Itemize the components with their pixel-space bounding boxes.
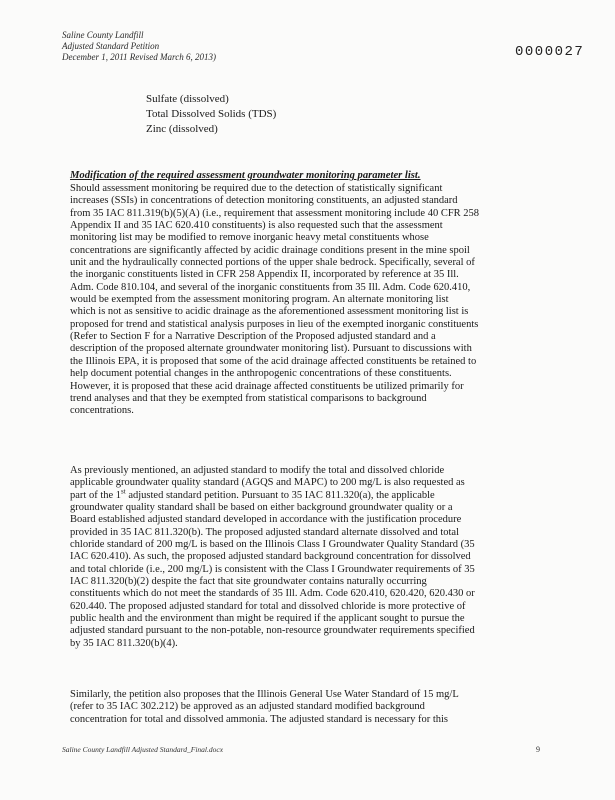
analyte-item: Zinc (dissolved) [146, 123, 218, 135]
paragraph-line: adjusted standard pursuant to the non-potable, non-resource groundwater requirements specified [70, 625, 475, 637]
paragraph-line: Adm. Code 810.104, and several of the inorganic constituents from 35 Ill. Adm. Code 620.410, [70, 281, 471, 293]
paragraph-line: by 35 IAC 811.320(b)(4). [70, 637, 178, 649]
paragraph-line: (refer to 35 IAC 302.212) be approved as an adjusted standard modified background [70, 701, 425, 713]
paragraph-line: However, it is proposed that these acid drainage affected constituents be utilized primarily for [70, 380, 464, 392]
paragraph-line: increases (SSIs) in concentrations of detection monitoring constituents, an adjusted standard [70, 195, 458, 207]
paragraph-line: which is not as sensitive to acidic drainage as the aforementioned assessment monitoring list is [70, 306, 469, 318]
paragraph-line: description of the proposed alternate groundwater monitoring list). Pursuant to discussions with [70, 343, 472, 355]
paragraph-line: Appendix II and 35 IAC 620.410 constituents) is also requested such that the assessment [70, 220, 443, 232]
paragraph-line [70, 487, 550, 502]
footer-filename: Saline County Landfill Adjusted Standard_Final.docx [62, 745, 224, 754]
analyte-item: Sulfate (dissolved) [146, 93, 229, 105]
header-document-title: Adjusted Standard Petition [62, 41, 160, 51]
paragraph-line: the inorganic constituents listed in CFR 258 Appendix II, incorporated by reference at 35 Ill. [70, 269, 459, 281]
paragraph-line: IAC 620.410). As such, the proposed adjusted standard background concentration for dissolved [70, 551, 471, 563]
paragraph-line: proposed for trend and statistical analysis purposes in lieu of the exempted inorganic constituents [70, 318, 479, 330]
paragraph-line: IAC 811.320(b)(2) despite the fact that site groundwater contains naturally occurring [70, 576, 427, 588]
analyte-list [146, 92, 276, 137]
paragraph-line: concentrations are significantly affected by acidic drainage conditions present in the mine spoil [70, 244, 470, 256]
paragraph-line: groundwater quality standard shall be based on either background groundwater quality or a [70, 502, 453, 514]
header-site-name: Saline County Landfill [62, 30, 144, 40]
document-header [62, 30, 216, 63]
paragraph-line: would be exempted from the assessment monitoring program. An alternate monitoring list [70, 294, 449, 306]
paragraph-line: concentrations. [70, 405, 134, 417]
section-heading: Modification of the required assessment groundwater monitoring parameter list. [70, 170, 421, 181]
paragraph-line: public health and the environment than might be required if the applicant sought to pursue the [70, 613, 465, 625]
paragraph-chloride-standard [70, 465, 550, 650]
bates-number: 0000027 [515, 44, 585, 60]
paragraph-line: Should assessment monitoring be required due to the detection of statistically significant [70, 183, 443, 194]
footer-page-number: 9 [536, 745, 540, 754]
line-text: adjusted standard petition. Pursuant to 35 IAC 811.320(a), the applicable [125, 489, 435, 501]
paragraph-line: help document potential changes in the anthropogenic concentrations of these constituents. [70, 368, 452, 380]
paragraph-line: Similarly, the petition also proposes that the Illinois General Use Water Standard of 15 mg/L [70, 689, 459, 700]
paragraph-line: unit and the hydraulically connected portions of the upper shale bedrock. Specifically, several of [70, 257, 475, 269]
paragraph-line: concentration for total and dissolved ammonia. The adjusted standard is necessary for this [70, 713, 448, 725]
paragraph-line: trend analyses and that they be exempted from statistical comparisons to background [70, 392, 427, 404]
analyte-item: Total Dissolved Solids (TDS) [146, 108, 277, 120]
paragraph-line: and total chloride (i.e., 200 mg/L) is consistent with the Class I Groundwater requirements of 35 [70, 563, 475, 575]
paragraph-line: (Refer to Section F for a Narrative Description of the Proposed adjusted standard and a [70, 331, 436, 343]
paragraph-line: from 35 IAC 811.319(b)(5)(A) (i.e., requirement that assessment monitoring include 40 CFR 258 [70, 207, 480, 219]
paragraph-line: constituents which do not meet the standards of 35 Ill. Adm. Code 620.410, 620.420, 620.430 or [70, 588, 475, 600]
paragraph-ammonia-standard [70, 689, 550, 726]
paragraph-assessment-monitoring [70, 183, 550, 418]
paragraph-line: As previously mentioned, an adjusted standard to modify the total and dissolved chloride [70, 465, 445, 476]
paragraph-line: provided in 35 IAC 811.320(b). The proposed adjusted standard alternate dissolved and total [70, 526, 459, 538]
paragraph-line: chloride standard of 200 mg/L is based on the Illinois Class I Groundwater Quality Standard (35 [70, 539, 475, 551]
header-date: December 1, 2011 Revised March 6, 2013) [62, 52, 216, 62]
paragraph-line: Board established adjusted standard developed in accordance with the justification procedure [70, 514, 462, 526]
paragraph-line: the Illinois EPA, it is proposed that some of the acid drainage affected constituents be retained to [70, 355, 477, 367]
paragraph-line: monitoring list may be modified to remove inorganic heavy metal constituents whose [70, 232, 429, 244]
line-text: part of the 1 [70, 489, 122, 501]
paragraph-line: applicable groundwater quality standard (AGQS and MAPC) to 200 mg/L is also requested as [70, 477, 465, 489]
ordinal-suffix: st [121, 487, 126, 496]
paragraph-line: 620.440. The proposed adjusted standard for total and dissolved chloride is more protective of [70, 600, 466, 612]
